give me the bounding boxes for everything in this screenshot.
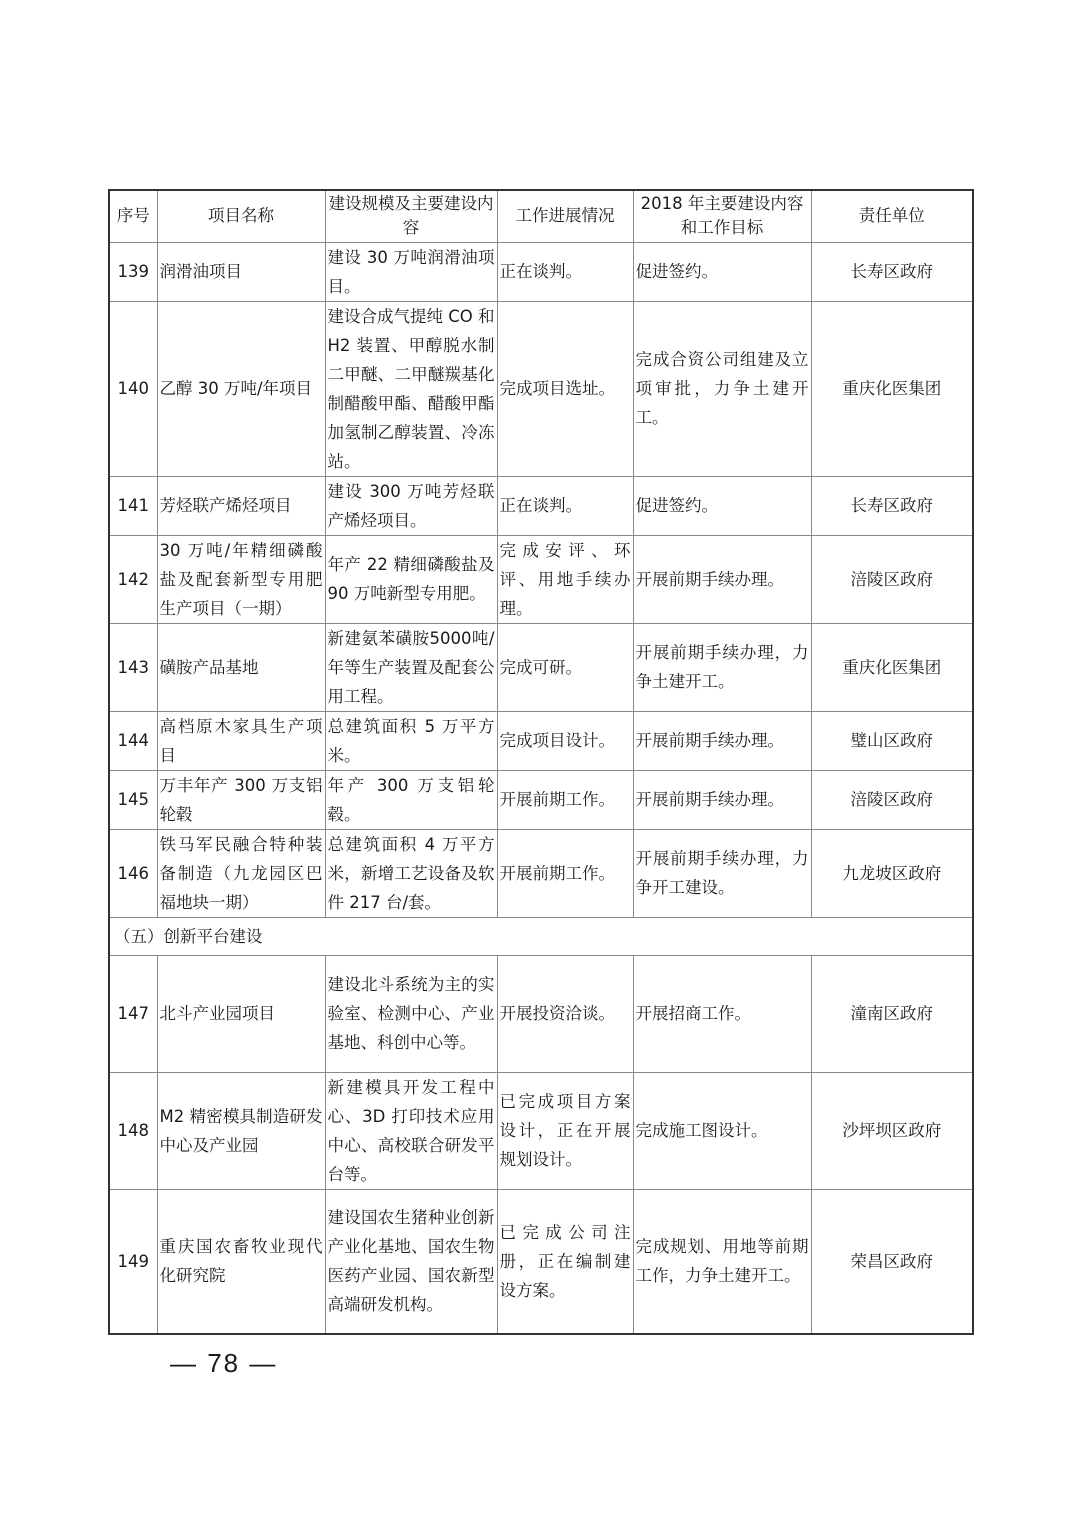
cell-unit: 长寿区政府 <box>811 242 973 301</box>
header-row <box>109 190 973 242</box>
table-row <box>109 476 973 535</box>
cell-progress: 完成可研。 <box>497 623 633 711</box>
cell-progress: 已完成项目方案设计，正在开展规划设计。 <box>497 1072 633 1189</box>
header-scope: 建设规模及主要建设内容 <box>325 190 497 242</box>
header-name: 项目名称 <box>157 190 325 242</box>
cell-no: 142 <box>109 535 157 623</box>
cell-scope: 新建模具开发工程中心、3D 打印技术应用中心、高校联合研发平台等。 <box>325 1072 497 1189</box>
table-row <box>109 1072 973 1189</box>
project-table <box>108 189 974 1335</box>
cell-progress: 正在谈判。 <box>497 476 633 535</box>
cell-name: 重庆国农畜牧业现代化研究院 <box>157 1189 325 1334</box>
cell-progress: 完成项目设计。 <box>497 711 633 770</box>
cell-unit: 荣昌区政府 <box>811 1189 973 1334</box>
header-unit: 责任单位 <box>811 190 973 242</box>
cell-unit: 沙坪坝区政府 <box>811 1072 973 1189</box>
cell-no: 139 <box>109 242 157 301</box>
table-row <box>109 242 973 301</box>
table-row <box>109 623 973 711</box>
cell-progress: 正在谈判。 <box>497 242 633 301</box>
cell-no: 148 <box>109 1072 157 1189</box>
cell-scope: 年产 300 万支铝轮毂。 <box>325 770 497 829</box>
cell-name: 北斗产业园项目 <box>157 955 325 1072</box>
cell-scope: 建设合成气提纯 CO 和 H2 装置、甲醇脱水制二甲醚、二甲醚羰基化制醋酸甲酯、醋酸甲酯加氢制乙醇装置、冷冻站。 <box>325 301 497 476</box>
cell-unit: 涪陵区政府 <box>811 535 973 623</box>
cell-scope: 建设 300 万吨芳烃联产烯烃项目。 <box>325 476 497 535</box>
cell-unit: 涪陵区政府 <box>811 770 973 829</box>
table-row <box>109 955 973 1072</box>
cell-name: 磺胺产品基地 <box>157 623 325 711</box>
cell-no: 140 <box>109 301 157 476</box>
header-goal: 2018 年主要建设内容和工作目标 <box>633 190 811 242</box>
cell-progress: 开展前期工作。 <box>497 829 633 917</box>
cell-no: 141 <box>109 476 157 535</box>
table-row <box>109 770 973 829</box>
cell-name: 芳烃联产烯烃项目 <box>157 476 325 535</box>
cell-progress: 完成安评、环评、用地手续办理。 <box>497 535 633 623</box>
cell-progress: 完成项目选址。 <box>497 301 633 476</box>
cell-scope: 总建筑面积 4 万平方米，新增工艺设备及软件 217 台/套。 <box>325 829 497 917</box>
cell-no: 146 <box>109 829 157 917</box>
page-number: — 78 — <box>170 1348 278 1378</box>
cell-scope: 新建氨苯磺胺5000吨/年等生产装置及配套公用工程。 <box>325 623 497 711</box>
table-row <box>109 711 973 770</box>
table-row <box>109 829 973 917</box>
cell-no: 143 <box>109 623 157 711</box>
cell-unit: 长寿区政府 <box>811 476 973 535</box>
cell-goal: 开展招商工作。 <box>633 955 811 1072</box>
cell-unit: 重庆化医集团 <box>811 623 973 711</box>
cell-goal: 促进签约。 <box>633 242 811 301</box>
cell-goal: 完成施工图设计。 <box>633 1072 811 1189</box>
cell-goal: 完成合资公司组建及立项审批，力争土建开工。 <box>633 301 811 476</box>
cell-name: 润滑油项目 <box>157 242 325 301</box>
header-no: 序号 <box>109 190 157 242</box>
cell-name: 30 万吨/年精细磷酸盐及配套新型专用肥生产项目（一期） <box>157 535 325 623</box>
cell-goal: 开展前期手续办理。 <box>633 770 811 829</box>
cell-goal: 开展前期手续办理，力争土建开工。 <box>633 623 811 711</box>
cell-scope: 建设国农生猪种业创新产业化基地、国农生物医药产业园、国农新型高端研发机构。 <box>325 1189 497 1334</box>
cell-name: M2 精密模具制造研发中心及产业园 <box>157 1072 325 1189</box>
cell-unit: 璧山区政府 <box>811 711 973 770</box>
cell-scope: 年产 22 精细磷酸盐及 90 万吨新型专用肥。 <box>325 535 497 623</box>
cell-progress: 开展前期工作。 <box>497 770 633 829</box>
cell-no: 145 <box>109 770 157 829</box>
cell-name: 高档原木家具生产项目 <box>157 711 325 770</box>
cell-scope: 总建筑面积 5 万平方米。 <box>325 711 497 770</box>
table-row <box>109 535 973 623</box>
cell-goal: 开展前期手续办理。 <box>633 711 811 770</box>
cell-goal: 开展前期手续办理，力争开工建设。 <box>633 829 811 917</box>
cell-progress: 开展投资洽谈。 <box>497 955 633 1072</box>
cell-unit: 重庆化医集团 <box>811 301 973 476</box>
cell-name: 乙醇 30 万吨/年项目 <box>157 301 325 476</box>
section-heading-row <box>109 917 973 955</box>
cell-name: 铁马军民融合特种装备制造（九龙园区巴福地块一期） <box>157 829 325 917</box>
cell-goal: 促进签约。 <box>633 476 811 535</box>
header-progress: 工作进展情况 <box>497 190 633 242</box>
cell-unit: 九龙坡区政府 <box>811 829 973 917</box>
cell-no: 147 <box>109 955 157 1072</box>
table-row <box>109 1189 973 1334</box>
cell-no: 144 <box>109 711 157 770</box>
cell-scope: 建设北斗系统为主的实验室、检测中心、产业基地、科创中心等。 <box>325 955 497 1072</box>
cell-no: 149 <box>109 1189 157 1334</box>
section-heading: （五）创新平台建设 <box>109 917 973 955</box>
cell-scope: 建设 30 万吨润滑油项目。 <box>325 242 497 301</box>
table-row <box>109 301 973 476</box>
table-body <box>109 242 973 1334</box>
cell-name: 万丰年产 300 万支铝轮毂 <box>157 770 325 829</box>
cell-unit: 潼南区政府 <box>811 955 973 1072</box>
cell-goal: 完成规划、用地等前期工作，力争土建开工。 <box>633 1189 811 1334</box>
cell-goal: 开展前期手续办理。 <box>633 535 811 623</box>
cell-progress: 已完成公司注册，正在编制建设方案。 <box>497 1189 633 1334</box>
